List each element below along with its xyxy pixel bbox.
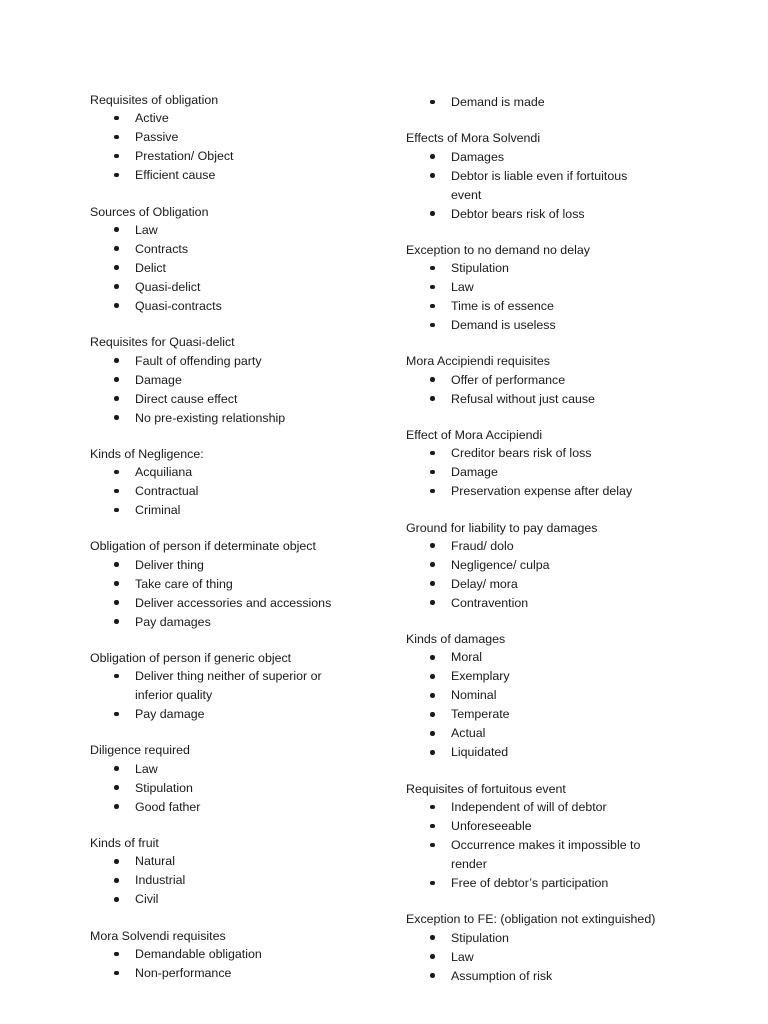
bullet-icon [430,750,435,755]
bullet-list [406,798,736,893]
list-item-text: Good father [135,799,201,814]
list-item [406,743,736,762]
list-item [90,240,390,259]
section-kinds-of-fruit [90,835,390,909]
list-item [90,594,390,613]
left-column [90,92,390,1001]
bullet-icon [430,396,435,401]
list-item-text: Acquiliana [135,465,193,480]
section-heading: Ground for liability to pay damages [406,520,598,535]
bullet-icon [114,766,119,771]
list-item [406,167,736,205]
bullet-icon [114,303,119,308]
list-item [406,724,736,743]
bullet-icon [430,824,435,829]
bullet-icon [430,451,435,456]
section-exception-to-no-demand-no-delay [406,242,736,335]
list-item-text: Offer of performance [451,372,566,387]
list-item [406,297,736,316]
list-item-text: Civil [135,892,159,907]
list-item-text: Delict [135,260,166,275]
section-heading: Requisites for Quasi-delict [90,335,235,350]
list-item [90,221,390,240]
list-item [90,371,390,390]
section-mora-solvendi-requisites [90,928,390,983]
list-item-text: Preservation expense after delay [451,484,633,499]
list-item-text: Exemplary [451,669,510,684]
bullet-list [90,852,390,909]
bullet-list [406,371,736,409]
bullet-list [406,537,736,613]
bullet-icon [114,358,119,363]
bullet-icon [430,323,435,328]
list-item-text: Demand is useless [451,318,556,333]
section-heading: Effect of Mora Accipiendi [406,427,543,442]
bullet-icon [114,785,119,790]
list-item-text: Fraud/ dolo [451,538,514,553]
section-heading: Diligence required [90,743,190,758]
list-item-text: Free of debtor’s participation [451,876,609,891]
list-item [406,929,736,948]
bullet-list [90,463,390,520]
bullet-icon [114,246,119,251]
bullet-icon [430,712,435,717]
list-item-text: Efficient cause [135,168,216,183]
bullet-list [406,148,736,224]
section-effects-of-mora-solvendi [406,130,736,223]
list-item [90,575,390,594]
list-item [406,948,736,967]
bullet-icon [114,415,119,420]
list-item [406,537,736,556]
list-item [406,817,736,836]
list-item [90,463,390,482]
section-heading: Exception to FE: (obligation not extinguished) [406,912,656,927]
bullet-icon [430,304,435,309]
list-item-text: Pay damages [135,614,211,629]
list-item-text: Active [135,111,169,126]
list-item [90,705,390,724]
list-item-text: Law [135,222,158,237]
section-requisites-of-obligation [90,92,390,185]
list-item [90,166,390,185]
bullet-icon [114,116,119,121]
right-column [406,93,736,1004]
list-item [90,556,390,575]
section-obligation-of-person-if-generic-object [90,650,390,724]
section-heading: Obligation of person if determinate object [90,539,316,554]
list-item-text: Nominal [451,688,497,703]
bullet-icon [114,508,119,513]
list-item-text: Creditor bears risk of loss [451,446,592,461]
bullet-list [406,648,736,762]
section-heading: Mora Solvendi requisites [90,928,226,943]
bullet-icon [430,881,435,886]
list-item [406,316,736,335]
list-item [90,667,390,705]
list-item-text: Delay/ mora [451,576,518,591]
list-item-text: Damage [135,372,182,387]
list-item-text: Actual [451,726,486,741]
list-item [90,964,390,983]
list-item [406,482,736,501]
bullet-icon [430,266,435,271]
section-requisites-of-fortuitous-event [406,781,736,893]
list-item [406,205,736,224]
list-item [406,278,736,297]
bullet-icon [114,971,119,976]
bullet-list [90,221,390,316]
list-item [90,128,390,147]
bullet-icon [430,211,435,216]
list-item-text: Stipulation [135,780,193,795]
list-item [90,147,390,166]
bullet-list [90,352,390,428]
bullet-icon [430,954,435,959]
section-ground-for-liability-to-pay-damages [406,520,736,613]
list-item [406,148,736,167]
list-item [406,705,736,724]
list-item [90,779,390,798]
bullet-icon [430,562,435,567]
list-item [90,945,390,964]
list-item-text: Stipulation [451,930,509,945]
bullet-icon [430,600,435,605]
list-item [406,371,736,390]
section-continuation [406,93,736,112]
bullet-icon [114,897,119,902]
bullet-list [406,93,736,112]
section-kinds-of-negligence [90,446,390,520]
section-kinds-of-damages [406,631,736,762]
list-item-text: Deliver accessories and accessions [135,595,332,610]
bullet-icon [430,935,435,940]
bullet-list [90,556,390,632]
bullet-icon [430,693,435,698]
bullet-list [406,259,736,335]
list-item-text: Damages [451,149,505,164]
section-heading: Mora Accipiendi requisites [406,354,550,369]
list-item-text: Direct cause effect [135,391,238,406]
bullet-icon [114,600,119,605]
section-heading: Obligation of person if generic object [90,650,292,665]
section-requisites-for-quasi-delict [90,334,390,427]
bullet-icon [114,878,119,883]
bullet-list [90,109,390,185]
bullet-icon [430,543,435,548]
list-item-text: Passive [135,130,179,145]
list-item [406,575,736,594]
list-item-text: Damage [451,465,498,480]
list-item-text: Demand is made [451,95,545,109]
list-item-text: Contravention [451,595,529,610]
list-item [406,390,736,409]
list-item [90,482,390,501]
bullet-list [90,667,390,724]
bullet-icon [114,377,119,382]
section-heading: Requisites of obligation [90,93,219,107]
bullet-icon [430,805,435,810]
bullet-icon [430,470,435,475]
bullet-icon [430,285,435,290]
bullet-icon [430,973,435,978]
list-item-text: Criminal [135,503,181,518]
list-item [406,93,736,112]
bullet-icon [114,135,119,140]
list-item [90,501,390,520]
list-item-text: Natural [135,854,175,869]
list-item-text: Unforeseeable [451,819,532,834]
bullet-icon [430,100,435,105]
bullet-icon [114,396,119,401]
list-item-text: Time is of essence [451,299,554,314]
list-item [90,798,390,817]
section-heading: Effects of Mora Solvendi [406,131,541,146]
section-sources-of-obligation [90,204,390,316]
bullet-icon [430,674,435,679]
list-item-text: Stipulation [451,261,509,276]
bullet-icon [114,154,119,159]
bullet-icon [114,952,119,957]
list-item-text: Quasi-contracts [135,298,222,313]
list-item-text: Pay damage [135,707,205,722]
list-item-text: Contracts [135,241,189,256]
bullet-list [90,945,390,983]
list-item-text: Occurrence makes it impossible to render [451,838,641,872]
bullet-icon [430,731,435,736]
section-mora-accipiendi-requisites [406,353,736,408]
list-item [406,648,736,667]
bullet-icon [430,377,435,382]
list-item-text: Debtor bears risk of loss [451,206,585,221]
list-item [406,463,736,482]
list-item [90,890,390,909]
list-item-text: Liquidated [451,745,509,760]
list-item [406,836,736,874]
list-item-text: Independent of will of debtor [451,800,607,815]
list-item-text: Non-performance [135,966,232,981]
list-item-text: No pre-existing relationship [135,410,286,425]
list-item-text: Assumption of risk [451,968,553,983]
section-effect-of-mora-accipiendi [406,427,736,501]
section-heading: Kinds of fruit [90,836,159,851]
bullet-icon [114,859,119,864]
list-item [406,667,736,686]
bullet-icon [114,674,119,679]
list-item [406,594,736,613]
bullet-icon [430,173,435,178]
section-exception-to-fe-obligation-not-extinguished [406,911,736,985]
list-item [90,352,390,371]
bullet-icon [114,227,119,232]
list-item [406,686,736,705]
section-heading: Exception to no demand no delay [406,242,590,257]
list-item [90,871,390,890]
bullet-icon [114,173,119,178]
list-item-text: Fault of offending party [135,353,262,368]
list-item-text: Deliver thing [135,557,204,572]
bullet-icon [114,470,119,475]
list-item-text: Prestation/ Object [135,149,234,164]
list-item [406,556,736,575]
bullet-icon [114,712,119,717]
bullet-list [406,444,736,501]
bullet-icon [114,804,119,809]
list-item-text: Moral [451,650,482,665]
list-item [90,409,390,428]
list-item [90,390,390,409]
section-heading: Sources of Obligation [90,204,209,219]
list-item [90,852,390,871]
bullet-icon [430,154,435,159]
list-item-text: Contractual [135,484,199,499]
bullet-icon [430,843,435,848]
bullet-icon [114,265,119,270]
bullet-icon [430,489,435,494]
list-item [406,798,736,817]
list-item-text: Demandable obligation [135,947,262,962]
bullet-icon [430,655,435,660]
list-item-text: Negligence/ culpa [451,557,550,572]
bullet-icon [430,581,435,586]
bullet-icon [114,562,119,567]
list-item [90,760,390,779]
section-heading: Kinds of Negligence: [90,446,204,461]
list-item-text: Industrial [135,873,186,888]
list-item-text: Debtor is liable even if fortuitous event [451,168,628,202]
list-item [406,967,736,986]
list-item-text: Quasi-delict [135,279,201,294]
list-item [90,297,390,316]
list-item-text: Law [451,949,474,964]
section-heading: Kinds of damages [406,632,506,647]
bullet-icon [114,581,119,586]
list-item-text: Refusal without just cause [451,391,595,406]
list-item-text: Law [135,761,158,776]
list-item [90,109,390,128]
bullet-icon [114,489,119,494]
section-obligation-of-person-if-determinate-object [90,538,390,631]
bullet-list [90,760,390,817]
list-item [406,444,736,463]
list-item [90,259,390,278]
bullet-icon [114,619,119,624]
list-item-text: Take care of thing [135,576,233,591]
list-item-text: Temperate [451,707,510,722]
list-item [90,613,390,632]
list-item-text: Law [451,280,474,295]
section-heading: Requisites of fortuitous event [406,781,566,796]
list-item [90,278,390,297]
bullet-list [406,929,736,986]
list-item-text: Deliver thing neither of superior or inferior quality [135,669,322,703]
bullet-icon [114,284,119,289]
list-item [406,874,736,893]
list-item [406,259,736,278]
section-diligence-required [90,742,390,816]
